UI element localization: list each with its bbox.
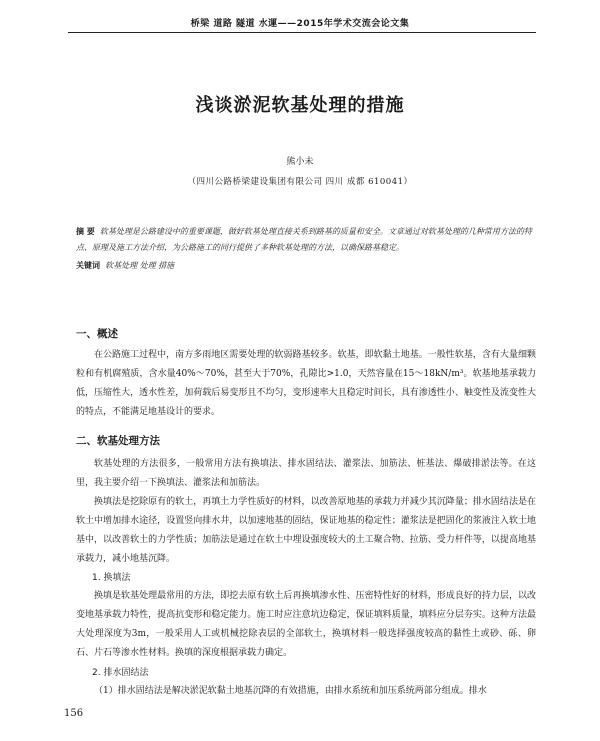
section-heading: 二、软基处理方法 (76, 435, 160, 447)
keywords (76, 260, 536, 271)
section-heading: 一、概述 (76, 328, 118, 340)
author-affiliation: （四川公路桥梁建设集团有限公司 四川 成都 610041） (187, 177, 413, 187)
page-number: 156 (64, 708, 84, 719)
header-rule (68, 32, 536, 33)
paragraph: 换填法是挖除原有的软土，再填土力学性质好的材料，以改善原地基的承载力并减少其沉降量；排水固结法是在软土中增加排水途径，设置竖向排水井，以加速地基的固结，保证地基的稳定性；灌浆法是把固化的浆液注入软土地基中，以改善软土的力学性质；加筋法是通过在软土中埋设强度较大的土工聚合物、拉筋、受力杆件等，以提高地基承载力，减小地基沉降。 (76, 497, 536, 564)
subsection-heading: 2. 排水固结法 (92, 668, 149, 678)
keywords-text: 软基处理 处理 措施 (105, 261, 175, 270)
paragraph: 换填是软基处理最常用的方法，即挖去原有软土后再换填渗水性、压密特性好的材料，形成良好的持力层，以改变地基承载力特性，提高抗变形和稳定能力。施工时应注意坑边稳定，保证填料质量，填料应分层夯实。这种方法最大处理深度为3m，一般采用人工或机械挖除表层的全部软土，换填材料一般选择强度较高的黏性土或砂、砾、卵石、片石等渗水性材料。换填的深度根据承载力确定。 (76, 591, 536, 658)
author-name: 熊小未 (286, 157, 314, 167)
running-header: 桥梁 道路 隧道 水運——2015年学术交流会论文集 (190, 19, 410, 29)
paragraph: 软基处理的方法很多，一般常用方法有换填法、排水固结法、灌浆法、加筋法、桩基法、爆破排淤法等。在这里，我主要介绍一下换填法、灌浆法和加筋法。 (76, 459, 536, 488)
paper-title: 浅谈淤泥软基处理的措施 (195, 95, 405, 116)
abstract-text: 软基处理是公路建设中的重要课题，做好软基处理直接关系到路基的质量和安全。文章通过对软基处理的几种常用方法的特点、原理及施工方法介绍，为公路施工的同行提供了多种软基处理的方法，以确保路基稳定。 (76, 227, 532, 252)
abstract-label: 摘 要 (76, 227, 95, 236)
paragraph: 在公路施工过程中，南方多雨地区需要处理的软弱路基较多。软基，即软黏土地基。一般性软基，含有大量细颗粒和有机腐殖质，含水量40%～70%，甚至大于70%，孔隙比>1.0，天然容量在15～18kN/m³。软基地基承载力低，压缩性大，透水性差，加荷载后易变形且不均匀，变形速率大且稳定时间长，具有渗透性小、触变性及流变性大的特点，不能满足地基设计的要求。 (76, 350, 536, 417)
paragraph: （1）排水固结法是解决淤泥软黏土地基沉降的有效措施，由排水系统和加压系统两部分组成。排水 (94, 686, 487, 696)
keywords-label: 关键词 (76, 261, 100, 270)
subsection-heading: 1. 换填法 (92, 573, 131, 583)
abstract (76, 224, 536, 256)
